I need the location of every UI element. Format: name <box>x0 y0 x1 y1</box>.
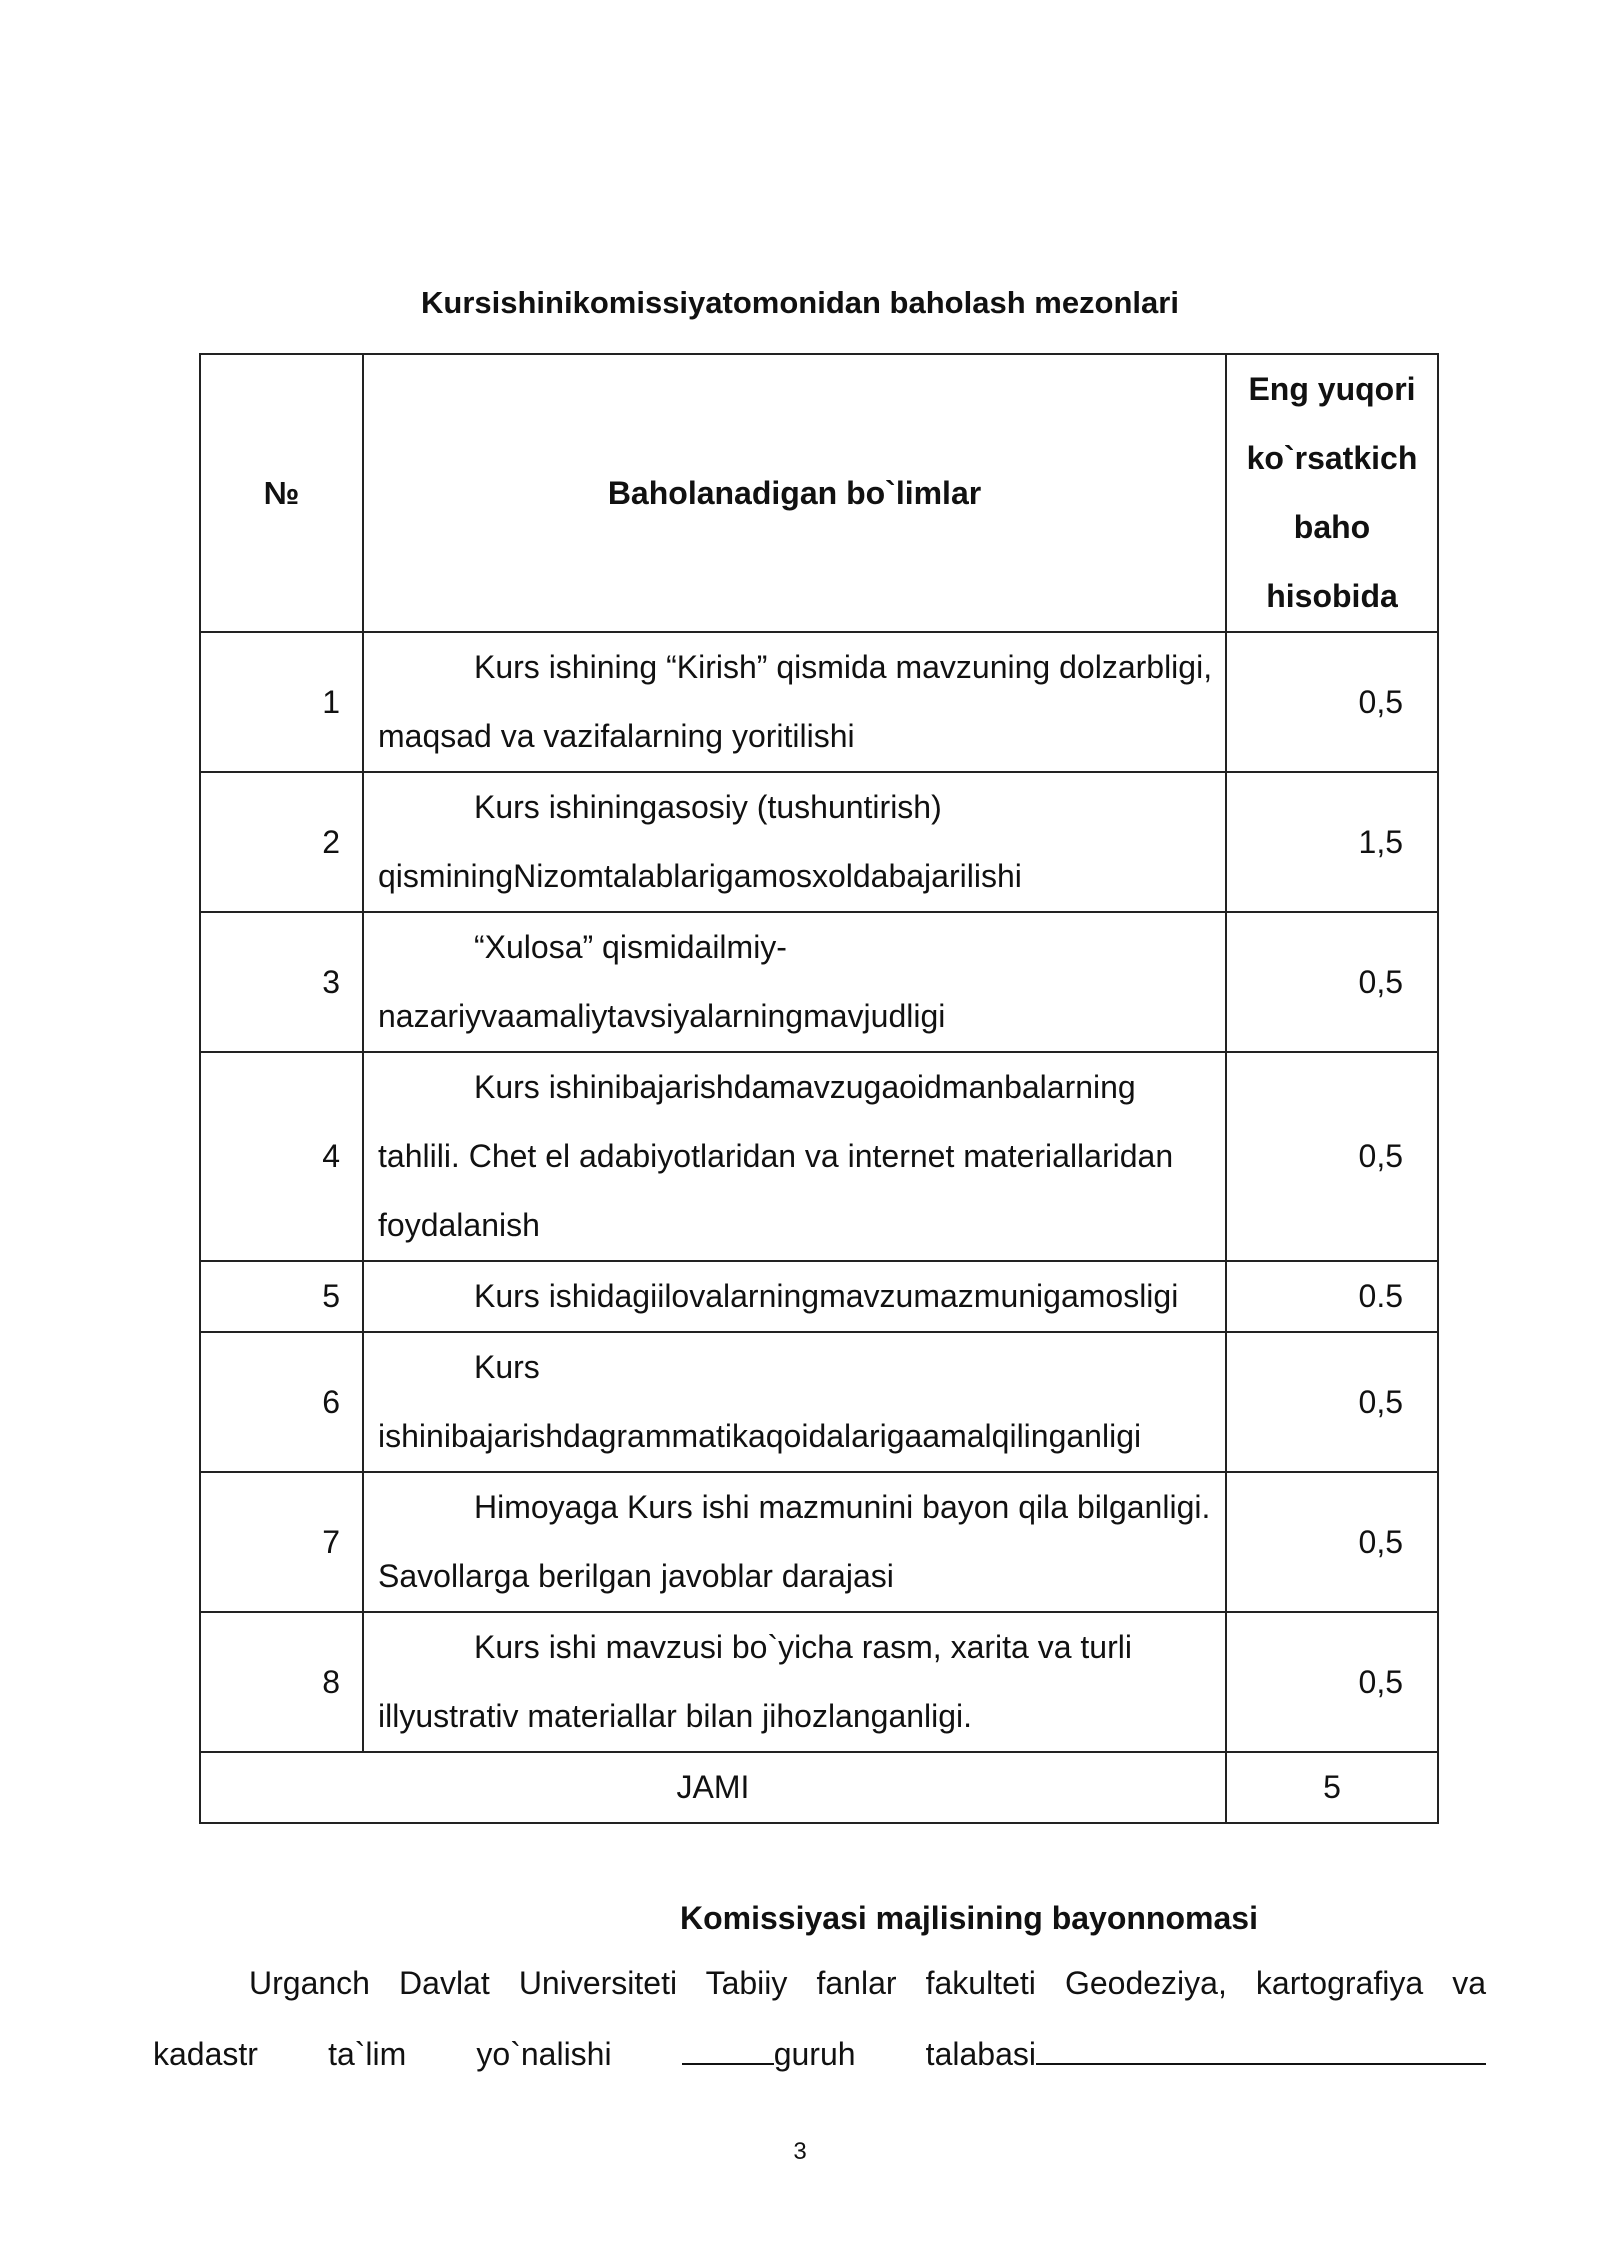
table-row <box>200 1052 1438 1261</box>
row-section: Kurs ishining “Kirish” qismida mavzuning dolzarbligi, maqsad va vazifalarning yoritilishi <box>363 632 1226 772</box>
group-field <box>682 2033 856 2073</box>
word-yonalishi: yo`nalishi <box>476 2036 612 2072</box>
row-score: 0,5 <box>1226 1612 1438 1752</box>
row-number: 2 <box>200 772 363 912</box>
table-row <box>200 632 1438 772</box>
row-number: 1 <box>200 632 363 772</box>
paragraph-line-2 <box>153 2033 1486 2073</box>
row-section: Kurs ishidagiilovalarningmavzumazmunigamosligi <box>363 1261 1226 1332</box>
table-row <box>200 772 1438 912</box>
table-total-row <box>200 1752 1438 1823</box>
row-section: “Xulosa” qismidailmiy-nazariyvaamaliytavsiyalarningmavjudligi <box>363 912 1226 1052</box>
section-subtitle: Komissiyasi majlisining bayonnomasi <box>680 1900 1258 1936</box>
row-number: 7 <box>200 1472 363 1612</box>
page-title: Kursishinikomissiyatomonidan baholash mezonlari <box>421 285 1179 320</box>
row-section: Himoyaga Kurs ishi mazmunini bayon qila bilganligi. Savollarga berilgan javoblar darajasi <box>363 1472 1226 1612</box>
student-blank <box>1036 2033 1486 2065</box>
row-section: Kurs ishinibajarishdamavzugaoidmanbalarning tahlili. Chet el adabiyotlaridan va internet materiallaridan foydalanish <box>363 1052 1226 1261</box>
row-score: 0,5 <box>1226 632 1438 772</box>
row-section: Kurs ishi mavzusi bo`yicha rasm, xarita va turli illyustrativ materiallar bilan jihozlanganligi. <box>363 1612 1226 1752</box>
row-score: 0,5 <box>1226 1332 1438 1472</box>
table-row <box>200 1261 1438 1332</box>
total-value: 5 <box>1226 1752 1438 1823</box>
table-header-row <box>200 354 1438 632</box>
row-section: Kurs ishinibajarishdagrammatikaqoidalarigaamalqilinganligi <box>363 1332 1226 1472</box>
row-number: 5 <box>200 1261 363 1332</box>
row-number: 3 <box>200 912 363 1052</box>
word-kadastr: kadastr <box>153 2036 258 2072</box>
group-blank <box>682 2033 774 2065</box>
row-score: 0,5 <box>1226 1052 1438 1261</box>
word-talabasi: talabasi <box>925 2036 1036 2072</box>
header-max-score: Eng yuqori ko`rsatkich baho hisobida <box>1226 354 1438 632</box>
header-number: № <box>200 354 363 632</box>
row-score: 0,5 <box>1226 912 1438 1052</box>
row-section: Kurs ishiningasosiy (tushuntirish) qisminingNizomtalablarigamosxoldabajarilishi <box>363 772 1226 912</box>
word-talim: ta`lim <box>328 2036 407 2072</box>
row-score: 1,5 <box>1226 772 1438 912</box>
table-row <box>200 912 1438 1052</box>
paragraph-line-1: Urganch Davlat Universiteti Tabiiy fanlar fakulteti Geodeziya, kartografiya va <box>249 1965 1486 2001</box>
header-section: Baholanadigan bo`limlar <box>363 354 1226 632</box>
row-number: 8 <box>200 1612 363 1752</box>
row-score: 0.5 <box>1226 1261 1438 1332</box>
table-row <box>200 1612 1438 1752</box>
row-score: 0,5 <box>1226 1472 1438 1612</box>
row-number: 6 <box>200 1332 363 1472</box>
student-field <box>926 2033 1486 2073</box>
table-row <box>200 1472 1438 1612</box>
table-row <box>200 1332 1438 1472</box>
word-guruh: guruh <box>773 2036 856 2072</box>
row-number: 4 <box>200 1052 363 1261</box>
page-number: 3 <box>793 2138 807 2165</box>
criteria-table <box>199 353 1439 1824</box>
total-label: JAMI <box>200 1752 1226 1823</box>
